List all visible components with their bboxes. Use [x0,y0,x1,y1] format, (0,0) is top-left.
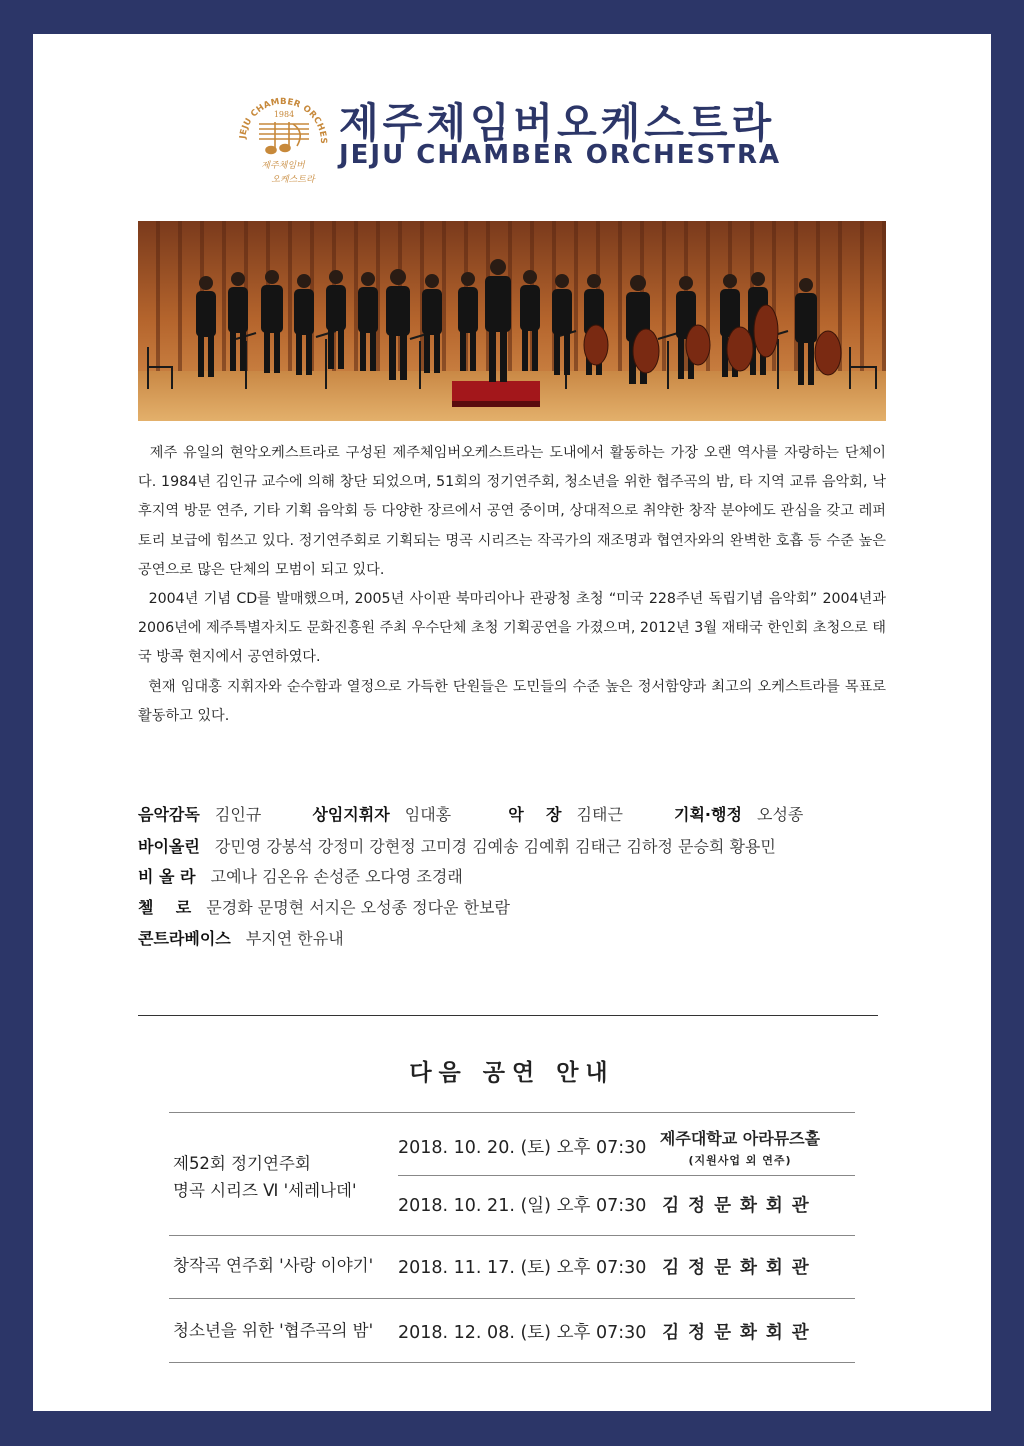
leader-label: 악 장 [508,805,562,824]
leader-label: 상임지휘자 [312,805,390,824]
intro-paragraph-1: 제주 유일의 현악오케스트라로 구성된 제주체임버오케스트라는 도내에서 활동하는 가장 오랜 역사를 자랑하는 단체이다. 1984년 김인규 교수에 의해 창단 되었으며, 51회의 정기연주회, 청소년을 위한 협주곡의 밤, 타 지역 교류 음악회, 낙후지역 방문 연주, 기타 기획 음악회 등 다양한 장르에서 공연 중이며, 상대적으로 취약한 창작 분야에도 관심을 갖고 레퍼토리 보급에 힘쓰고 있다. 정기연주회로 기획되는 명곡 시리즈는 작곡가의 재조명과 협연자와의 완벽한 호흡 등 수준 높은 공연으로 많은 단체의 모범이 되고 있다. [138,445,886,578]
orchestra-logo [235,84,331,188]
intro-paragraph-3: 현재 임대홍 지휘자와 순수함과 열정으로 가득한 단원들은 도민들의 수준 높은 정서함양과 최고의 오케스트라를 목표로 활동하고 있다. [138,678,886,724]
leader-name: 임대홍 [404,805,452,824]
title-korean: 제주체임버오케스트라 [339,99,776,147]
section-names: 부지연 한유내 [245,929,344,948]
leader-name: 김태근 [576,805,623,824]
section-label: 비 올 라 [138,867,196,886]
viola-row [138,864,463,887]
venue-name: 제주대학교 아라뮤즈홀 [659,1129,821,1148]
section-names: 문경화 문명현 서지은 오성종 정다운 한보람 [206,898,510,917]
contrabass-row [138,926,344,949]
section-names: 고예나 김온유 손성준 오다영 조경래 [210,867,463,886]
intro-text [138,439,886,731]
venue-name: 김정문화회관 [662,1196,818,1216]
program-name: 제52회 정기연주회 명곡 시리즈 Ⅵ '세레나데' [173,1154,357,1200]
performance-date: 2018. 10. 20. (토) 오후 07:30 [398,1138,647,1158]
performance-date: 2018. 10. 21. (일) 오후 07:30 [398,1196,647,1216]
section-label: 바이올린 [138,837,200,856]
cello-row [138,895,510,918]
program-name: 청소년을 위한 '협주곡의 밤' [173,1321,374,1340]
table-rule [169,1235,855,1236]
section-label: 콘트라베이스 [138,929,231,948]
next-performances-title: 다음 공연 안내 [409,1060,615,1086]
leader-label: 음악감독 [138,805,200,824]
leaders-row [138,802,803,825]
table-rule [398,1175,855,1176]
venue-note: (지원사업 외 연주) [688,1154,792,1167]
leader-name: 김인규 [214,805,262,824]
violin-row [138,834,776,857]
venue-name: 김정문화회관 [662,1258,818,1278]
section-divider [138,1015,878,1016]
logo-emblem-icon [235,84,331,188]
table-rule [169,1112,855,1113]
logo-script-line2: 오케스트라 [271,175,315,185]
venue-name: 김정문화회관 [662,1323,818,1343]
section-label: 첼 로 [138,898,192,917]
logo-arc-text: JEJU CHAMBER ORCHES [238,96,329,145]
performance-date: 2018. 11. 17. (토) 오후 07:30 [398,1258,647,1278]
title-english: JEJU CHAMBER ORCHESTRA [339,140,782,170]
orchestra-photo [138,221,886,421]
logo-year: 1984 [273,110,295,119]
intro-paragraph-2: 2004년 기념 CD를 발매했으며, 2005년 사이판 북마리아나 관광청 초청 “미국 228주년 독립기념 음악회” 2004년과 2006년에 제주특별자치도 문화진흥원 주최 우수단체 초청 기획공연을 가졌으며, 2012년 3월 재태국 한인회 초청으로 태국 방콕 현지에서 공연하였다. [138,591,886,666]
logo-script-line1: 제주체임버 [261,161,305,171]
performance-date: 2018. 12. 08. (토) 오후 07:30 [398,1323,647,1343]
table-rule [169,1362,855,1363]
table-rule [169,1298,855,1299]
program-name: 창작곡 연주회 '사랑 이야기' [173,1256,374,1275]
poster-page [33,34,991,1411]
section-names: 강민영 강봉석 강정미 강현정 고미경 김예송 김예휘 김태근 김하정 문승희 황용민 [214,837,776,856]
leader-name: 오성종 [757,805,804,824]
leader-label: 기획·행정 [674,805,742,824]
